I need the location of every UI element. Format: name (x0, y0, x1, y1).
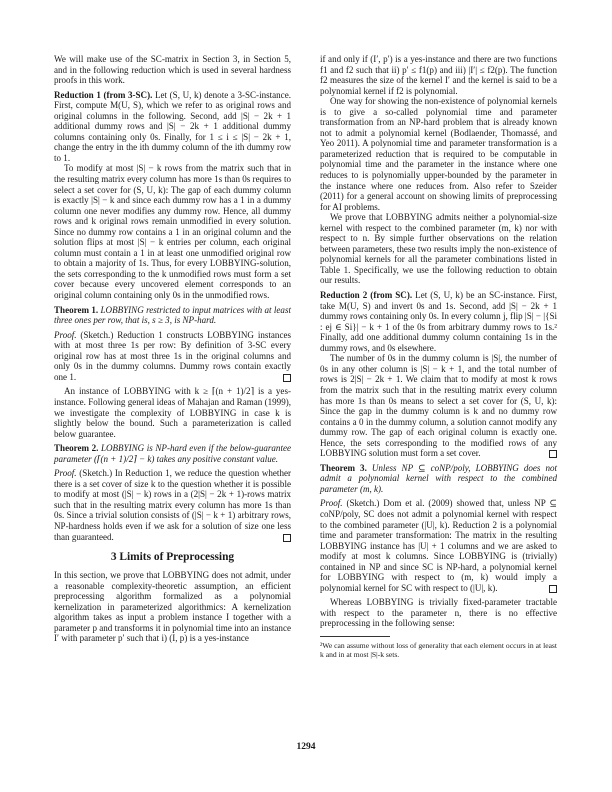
theorem-1 (54, 305, 291, 326)
theorem-1-body: LOBBYING restricted to input matrices with at least three ones per row, that is, s ≥ 3, is NP-hard. (54, 304, 291, 326)
proof-3-heading: Proof. (320, 498, 343, 509)
proof-3-body: (Sketch.) Dom et al. (2009) showed that, unless NP ⊆ coNP/poly, SC does not admit a polynomial kernel with respect to the combined parameter (|U|, k). Reduction 2 is a polynomial time and parameter transformation: The matrix in the resulting LOBBYING instance has |U| + 1 columns and we are asked to modify at most k columns. Since LOBBYING is (trivially) contained in NP and since SC is NP-hard, a polynomial kernel for LOBBYING with respect to (m, k) would imply a polynomial kernel for SC with respect to (|U|, k). (320, 498, 557, 593)
page-number: 1294 (296, 742, 316, 752)
proof-1-body: (Sketch.) Reduction 1 constructs LOBBYING instances with at most three 1s per row: By definition of 3-SC every original row has at most three 1s in the original columns and only 0s in the dummy columns. Dummy rows contain exactly one 1. (54, 329, 291, 382)
theorem-2-heading: Theorem 2. (54, 443, 99, 454)
left-column (54, 54, 291, 644)
proof-2 (54, 468, 291, 542)
right-column (320, 54, 557, 659)
theorem-3 (320, 463, 557, 495)
theorem-2 (54, 443, 291, 464)
qed-box (283, 534, 291, 542)
proof-2-heading: Proof. (54, 468, 77, 479)
reduction-2-heading: Reduction 2 (from SC). (320, 290, 413, 301)
qed-box (283, 374, 291, 382)
continued-paragraph: if and only if (I′, p′) is a yes-instance and there are two functions f1 and f2 such that ii) p′ ≤ f1(p) and iii) |I′| ≤ f2(p). The function f2 measures the size of the kernel I′ and the kernel is said to be a polynomial kernel if f2 is polynomial. (320, 54, 557, 96)
section-3-paragraph: In this section, we prove that LOBBYING does not admit, under a reasonable complexity-theoretic assumption, an efficient preprocessing algorithm formalized as a polynomial kernelization in parameterized algorithmics: A kernelization algorithm takes as input a problem instance I together with a parameter p and transforms it in polynomial time into an instance I′ with parameter p′ such that i) (I, p) is a yes-instance (54, 570, 291, 644)
reduction-1 (54, 90, 291, 164)
reduction-2 (320, 290, 557, 353)
qed-box (549, 585, 557, 593)
no-preprocessing-paragraph: Whereas LOBBYING is trivially fixed-parameter tractable with respect to the parameter n, there is no effective preprocessing in the following sense: (320, 597, 557, 629)
theorem-3-heading: Theorem 3. (320, 462, 367, 473)
proof-1-heading: Proof. (54, 329, 77, 340)
reduction-1-body: Let (S, U, k) denote a 3-SC-instance. First, compute M(U, S), which we refer to as original rows and original columns in the following. Second, add |S| − 2k + 1 additional dummy rows and |S| − 2k + 1 additional dummy columns containing only 0s. Finally, for 1 ≤ i ≤ |S| − 2k + 1, change the entry in the ith dummy column of the ith dummy row to 1. (54, 89, 291, 163)
theorem-2-body: LOBBYING is NP-hard even if the below-guarantee parameter (⌈(n + 1)/2⌉ − k) takes any positive constant value. (54, 443, 291, 464)
below-guarantee-paragraph: An instance of LOBBYING with k ≥ ⌈(n + 1)/2⌉ is a yes-instance. Following general ideas of Mahajan and Raman (1999), we investigate the complexity of LOBBYING in case k is slightly below the bound. Such a parameterization is called below guarantee. (54, 386, 291, 439)
proof-3 (320, 498, 557, 593)
proof-1 (54, 330, 291, 383)
reduction-2-paragraph-2 (320, 353, 557, 458)
theorem-1-heading: Theorem 1. (54, 304, 99, 315)
section-heading: 3 Limits of Preprocessing (110, 551, 235, 564)
intro-paragraph: We will make use of the SC-matrix in Section 3, in Section 5, and in the following reduction which is used in several hardness proofs in this work. (54, 54, 291, 86)
reduction-1-paragraph-2: To modify at most |S| − k rows from the matrix such that in the resulting matrix every column has more 1s than 0s requires to select a set cover for (S, U, k): The gap of each dummy column is exactly |S| − k and since each dummy row has a 1 in a dummy column one never modifies any dummy row. Hence, all dummy rows and k original rows remain unmodified in every solution. Since no dummy row contains a 1 in an original column and the solution flips at most |S| − k entries per column, each original column must contain a 1 in at least one unmodified original row to obtain a majority of 1s. Thus, for every LOBBYING-solution, the sets corresponding to the k unmodified rows must form a set cover because every uncovered element corresponds to an original column containing only 0s in the unmodified rows. (54, 163, 291, 301)
qed-box (549, 450, 557, 458)
footnote-rule (320, 636, 390, 637)
footnote-2: ²We can assume without loss of generality that each element occurs in at least k and in at most |S|-k sets. (320, 640, 557, 659)
theorem-3-body: Unless NP ⊆ coNP/poly, LOBBYING does not admit a polynomial kernel with respect to the combined parameter (m, k). (320, 462, 558, 494)
reduction-2-claim: The number of 0s in the dummy column is |S|, the number of 0s in any other column is |S| − k + 1, and the total number of rows is 2|S| − 2k + 1. We claim that to modify at most k rows from the matrix such that in the resulting matrix every column has more 1s than 0s means to select a set cover for (S, U, k): Since the gap in the dummy column is k and no dummy row contains a 0 in the dummy column, a solution cannot modify any dummy row. The gap of each original column is exactly one. Hence, the sets corresponding to the modified rows of any LOBBYING solution must form a set cover. (320, 353, 557, 459)
kernel-transformation-paragraph: One way for showing the non-existence of polynomial kernels is to give a so-called polynomial time and parameter transformation from an NP-hard problem that is already known not to admit a polynomial kernel (Bodlaender, Thomassé, and Yeo 2011). A polynomial time and parameter transformation is a parameterized reduction that is required to be computable in polynomial time and the parameter in the instance where one reduces to is polynomially upper-bounded by the parameter in the instance where one reduces from. Also refer to Szeider (2011) for a general account on showing limits of preprocessing for AI problems. (320, 96, 557, 212)
results-paragraph: We prove that LOBBYING admits neither a polynomial-size kernel with respect to the combined parameter (m, k) nor with respect to n. By simple further observations on the relation between parameters, these two results imply the non-existence of polynomial kernels for all the parameter combinations listed in Table 1. Specifically, we use the following reduction to obtain our results. (320, 212, 557, 286)
proof-2-body: (Sketch.) In Reduction 1, we reduce the question whether there is a set cover of size k to the question whether it is possible to modify at most (|S| − k) rows in a (2|S| − 2k + 1)-rows matrix such that in the resulting matrix every column has more 1s than 0s. Since a trivial solution consists of (|S| − k + 1) arbitrary rows, NP-hardness holds even if we ask for a solution of size one less than guaranteed. (54, 468, 292, 542)
reduction-1-heading: Reduction 1 (from 3-SC). (54, 89, 153, 100)
reduction-2-body: Let (S, U, k) be an SC-instance. First, take M(U, S) and invert 0s and 1s. Second, add |S| − 2k + 1 dummy rows containing only 0s. In every column j, flip |S| − |{Si : ej ∈ Si}| − k + 1 of the 0s from arbitrary dummy rows to 1s.² Finally, add one additional dummy column containing 1s in the dummy rows, and 0s elsewhere. (320, 290, 558, 353)
